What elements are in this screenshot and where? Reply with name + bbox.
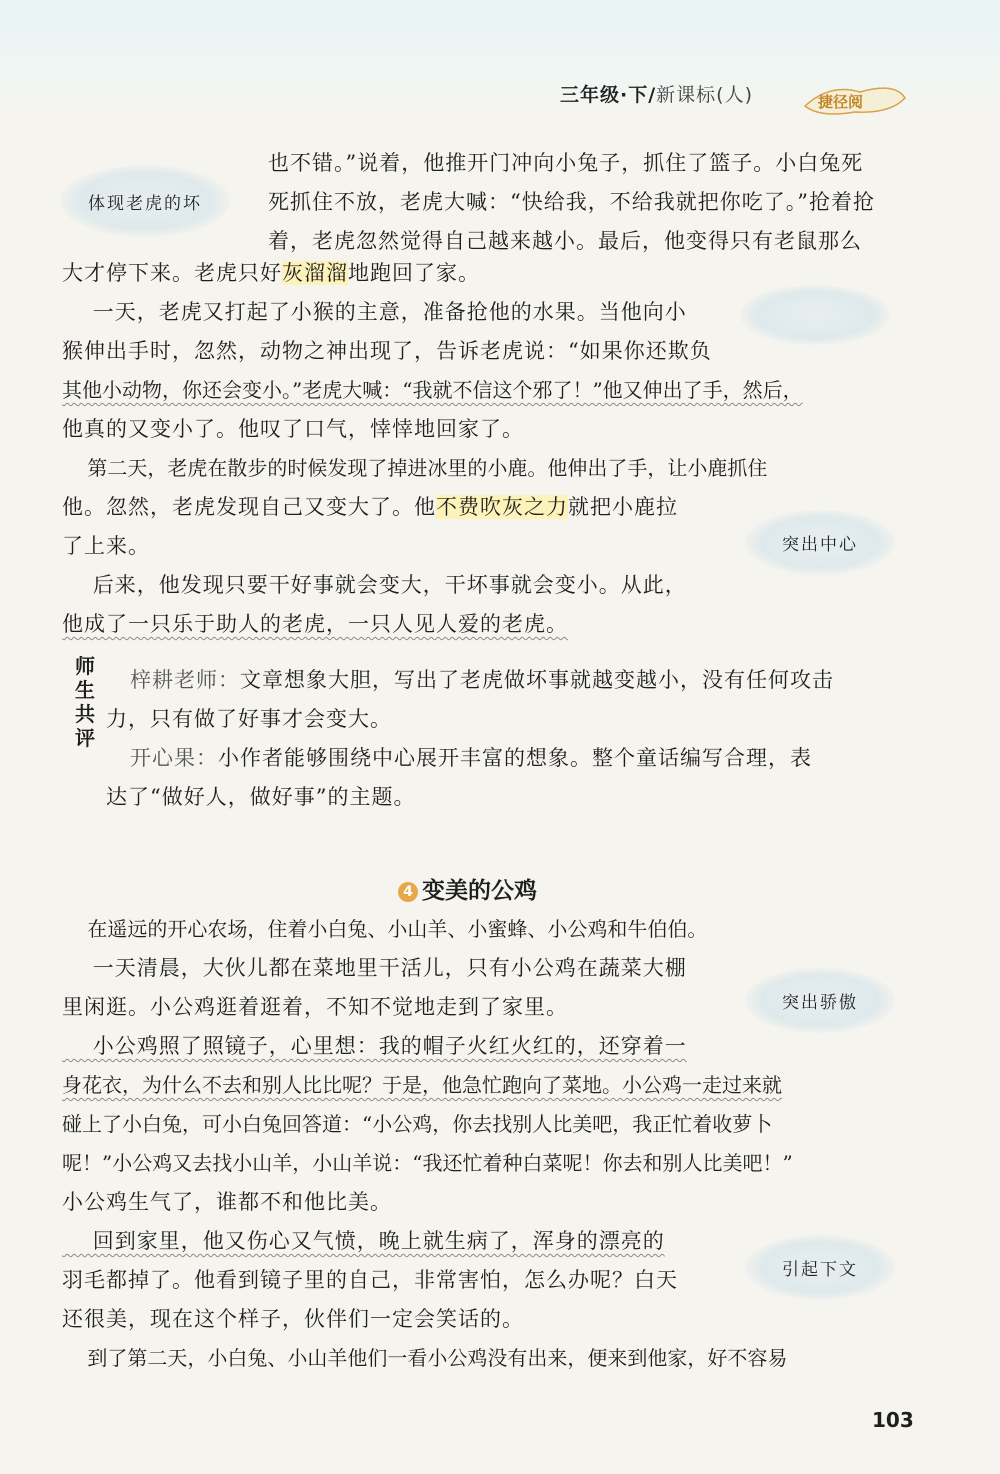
story-line: 死抓住不放，老虎大喊：“快给我，不给我就把你吃了。”抢着抢 — [268, 190, 875, 214]
story-line: 了上来。 — [62, 534, 150, 558]
review-comment-cont: 达了“做好人，做好事”的主题。 — [106, 785, 416, 809]
comment-speaker: 梓耕老师： — [130, 668, 240, 692]
svg-text:捷径阅: 捷径阅 — [818, 93, 864, 111]
story-line: 身花衣，为什么不去和别人比比呢？于是，他急忙跑向了菜地。小公鸡一走过来就 — [62, 1073, 782, 1097]
text-segment: 大才停下来。老虎只好 — [62, 261, 282, 285]
running-header — [560, 80, 753, 107]
story-line: 一天清晨，大伙儿都在菜地里干活儿，只有小公鸡在蔬菜大棚 — [62, 956, 687, 980]
story-line: 也不错。”说着，他推开门冲向小兔子，抓住了篮子。小白兔死 — [268, 151, 864, 175]
story-line: 羽毛都掉了。他看到镜子里的自己，非常害怕，怎么办呢？白天 — [62, 1268, 678, 1292]
story-line: 后来，他发现只要干好事就会变大，干坏事就会变小。从此， — [62, 573, 687, 597]
margin-note-text: 体现老虎的坏 — [88, 193, 202, 214]
story-line: 在遥远的开心农场，住着小白兔、小山羊、小蜜蜂、小公鸡和牛伯伯。 — [62, 917, 708, 941]
story-line: 其他小动物，你还会变小。”老虎大喊：“我就不信这个邪了！”他又伸出了手，然后， — [62, 378, 803, 402]
story-title-text: 变美的公鸡 — [422, 878, 537, 904]
story-line: 一天，老虎又打起了小猴的主意，准备抢他的水果。当他向小 — [62, 300, 687, 324]
margin-note — [60, 165, 230, 237]
margin-note-blank — [740, 285, 890, 345]
story-line: 呢！”小公鸡又去找小山羊，小山羊说：“我还忙着种白菜呢！你去和别人比美吧！” — [62, 1151, 793, 1175]
highlight-phrase: 灰溜溜 — [282, 261, 348, 285]
comment-text: 文章想象大胆，写出了老虎做坏事就越变越小，没有任何攻击 — [240, 668, 834, 692]
margin-note-text: 引起下文 — [782, 1260, 858, 1280]
story-line: 小公鸡照了照镜子，心里想：我的帽子火红火红的，还穿着一 — [62, 1034, 687, 1058]
margin-note-text: 突出中心 — [782, 535, 858, 555]
story-line: 回到家里，他又伤心又气愤，晚上就生病了，浑身的漂亮的 — [62, 1229, 665, 1253]
story-line — [62, 491, 678, 521]
text-segment: 他。忽然，老虎发现自己又变大了。他 — [62, 495, 436, 519]
story-line — [62, 257, 480, 287]
text-segment: 地跑回了家。 — [348, 261, 480, 285]
review-comment-cont: 力，只有做了好事才会变大。 — [106, 707, 392, 731]
story-line: 他真的又变小了。他叹了口气，悻悻地回家了。 — [62, 417, 524, 441]
review-label: 师生共评 — [75, 654, 95, 750]
comment-speaker: 开心果： — [130, 746, 218, 770]
brand-logo — [800, 78, 910, 118]
review-comment — [130, 664, 834, 694]
series-label: 新课标(人) — [656, 84, 753, 106]
page-number: 103 — [872, 1408, 914, 1432]
comment-text: 小作者能够围绕中心展开丰富的想象。整个童话编写合理，表 — [218, 746, 812, 770]
highlight-phrase: 不费吹灰之力 — [436, 495, 568, 519]
story-number: 4 — [398, 882, 418, 902]
story-line: 小公鸡生气了，谁都不和他比美。 — [62, 1190, 392, 1214]
margin-note — [745, 1235, 895, 1300]
margin-note — [745, 968, 895, 1033]
story-line: 他成了一只乐于助人的老虎，一只人见人爱的老虎。 — [62, 612, 568, 636]
text-segment: 就把小鹿拉 — [568, 495, 678, 519]
story-line: 第二天，老虎在散步的时候发现了掉进冰里的小鹿。他伸出了手，让小鹿抓住 — [62, 456, 768, 480]
grade-label: 三年级·下/ — [560, 84, 657, 106]
story-title — [398, 872, 537, 905]
margin-note-text: 突出骄傲 — [782, 993, 858, 1013]
review-comment — [130, 742, 812, 772]
story-line: 碰上了小白兔，可小白兔回答道：“小公鸡，你去找别人比美吧，我正忙着收萝卜 — [62, 1112, 773, 1136]
story-line: 着，老虎忽然觉得自己越来越小。最后，他变得只有老鼠那么 — [268, 229, 862, 253]
margin-note — [745, 510, 895, 575]
story-line: 到了第二天，小白兔、小山羊他们一看小公鸡没有出来，便来到他家，好不容易 — [62, 1346, 788, 1370]
story-line: 还很美，现在这个样子，伙伴们一定会笑话的。 — [62, 1307, 524, 1331]
story-line: 猴伸出手时，忽然，动物之神出现了，告诉老虎说：“如果你还欺负 — [62, 339, 712, 363]
story-line: 里闲逛。小公鸡逛着逛着，不知不觉地走到了家里。 — [62, 995, 568, 1019]
